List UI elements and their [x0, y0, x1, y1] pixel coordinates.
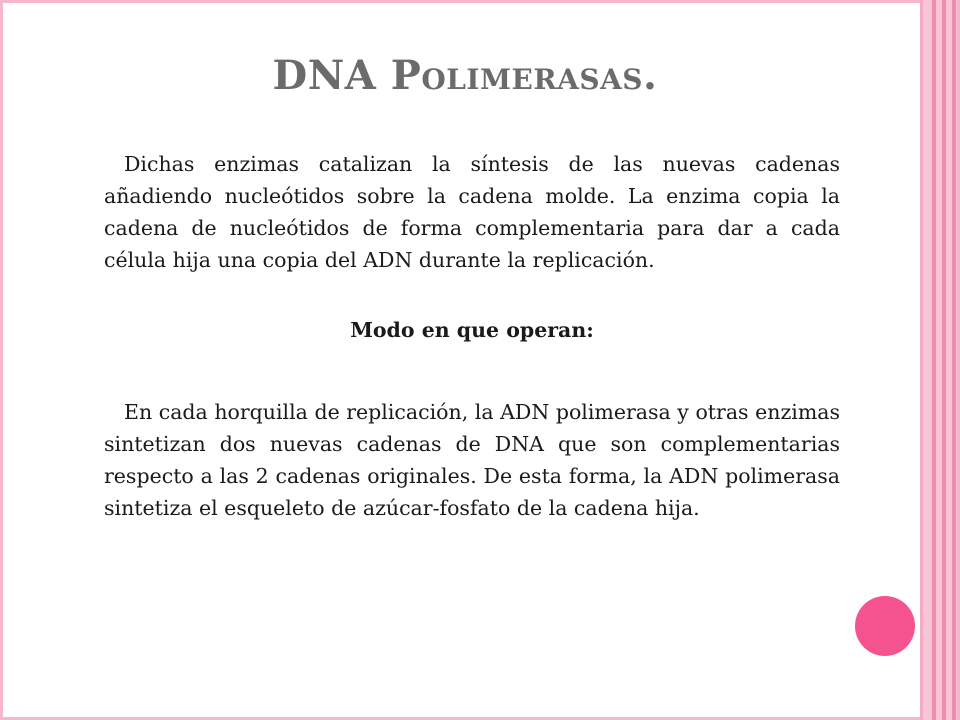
paragraph-operation: En cada horquilla de replicación, la ADN polimerasa y otras enzimas sintetizan dos nuevas cadenas de DNA que son complementarias respecto a las 2 cadenas originales. De esta forma, la ADN polimerasa sintetiza el esqueleto de azúcar-fosfato de la cadena hija.: [104, 400, 840, 520]
stripe: [952, 0, 956, 720]
side-stripes-decoration: [920, 0, 960, 720]
stripe: [932, 0, 936, 720]
paragraph-intro: Dichas enzimas catalizan la síntesis de las nuevas cadenas añadiendo nucleótidos sobre la cadena molde. La enzima copia la cadena de nucleótidos de forma complementaria para dar a cada célula hija una copia del ADN durante la replicación.: [104, 152, 840, 272]
stripe: [920, 0, 923, 720]
decorative-circle: [855, 596, 915, 656]
subheading: Modo en que operan:: [350, 318, 594, 342]
slide-title: DNA Polimerasas.: [272, 52, 658, 99]
stripe: [942, 0, 946, 720]
